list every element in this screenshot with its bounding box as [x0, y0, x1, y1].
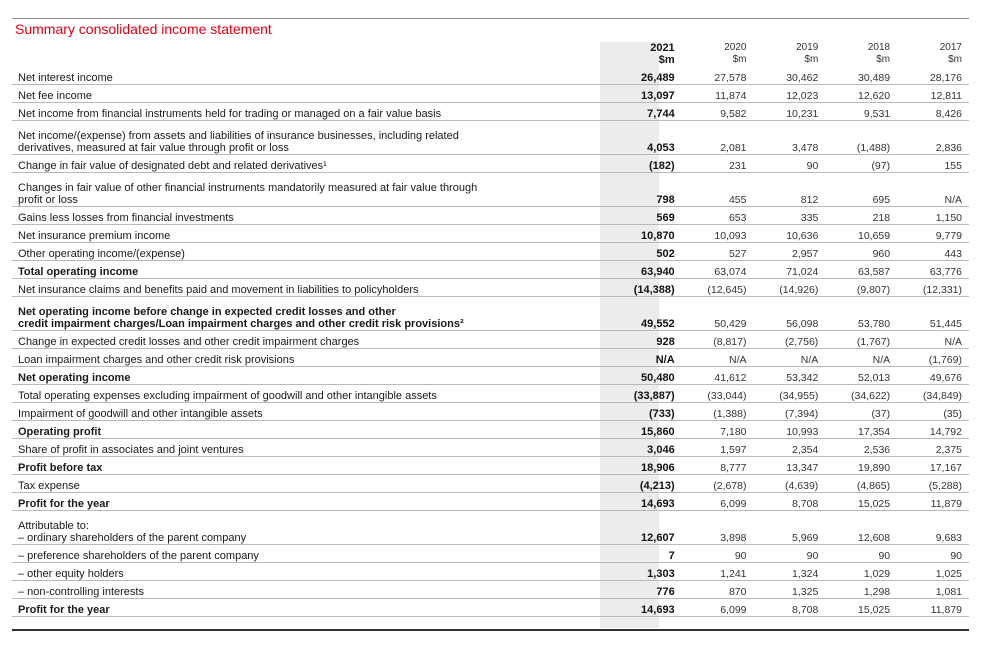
value-cell: (14,388) — [607, 278, 682, 296]
value-cell: 90 — [682, 544, 754, 562]
value-cell: N/A — [682, 348, 754, 366]
value-cell: 63,776 — [897, 260, 969, 278]
value-cell: (12,645) — [682, 278, 754, 296]
value-cell: 1,081 — [897, 580, 969, 598]
value-cell: (4,865) — [825, 474, 897, 492]
table-row — [12, 492, 969, 510]
value-cell: 928 — [607, 330, 682, 348]
table-row — [12, 206, 969, 224]
value-cell: 960 — [825, 242, 897, 260]
value-cell: (34,955) — [754, 384, 826, 402]
value-cell: N/A — [754, 348, 826, 366]
table-row — [12, 544, 969, 562]
value-cell: N/A — [897, 330, 969, 348]
value-cell: (1,388) — [682, 402, 754, 420]
value-cell: (37) — [825, 402, 897, 420]
table-row — [12, 348, 969, 366]
row-label: Net operating income before change in expected credit losses and other credit impairment charges/Loan impairment charges and other credit risk provisions² — [12, 296, 607, 330]
value-cell: 8,426 — [897, 102, 969, 120]
row-label: – other equity holders — [12, 562, 607, 580]
row-label: Other operating income/(expense) — [12, 242, 607, 260]
value-cell: (1,488) — [825, 120, 897, 154]
value-cell: (7,394) — [754, 402, 826, 420]
value-cell: 527 — [682, 242, 754, 260]
value-cell: 18,906 — [607, 456, 682, 474]
value-cell: (35) — [897, 402, 969, 420]
value-cell: 7,744 — [607, 102, 682, 120]
value-cell: 653 — [682, 206, 754, 224]
value-cell: 3,898 — [682, 510, 754, 544]
value-cell: (33,044) — [682, 384, 754, 402]
value-cell: (182) — [607, 154, 682, 172]
row-label: Changes in fair value of other financial instruments mandatorily measured at fair value through profit or loss — [12, 172, 607, 206]
value-cell: 52,013 — [825, 366, 897, 384]
value-cell: 90 — [754, 154, 826, 172]
value-cell: 798 — [607, 172, 682, 206]
value-cell: 10,636 — [754, 224, 826, 242]
table-row — [12, 438, 969, 456]
value-cell: (2,678) — [682, 474, 754, 492]
row-label: – preference shareholders of the parent company — [12, 544, 607, 562]
value-cell: (14,926) — [754, 278, 826, 296]
value-cell: (97) — [825, 154, 897, 172]
row-label: Change in fair value of designated debt and related derivatives¹ — [12, 154, 607, 172]
value-cell: 9,582 — [682, 102, 754, 120]
value-cell: 90 — [825, 544, 897, 562]
value-cell: 30,462 — [754, 66, 826, 84]
table-row — [12, 330, 969, 348]
table-row — [12, 296, 969, 330]
value-cell: 1,597 — [682, 438, 754, 456]
row-label: Total operating expenses excluding impairment of goodwill and other intangible assets — [12, 384, 607, 402]
value-cell: 2,354 — [754, 438, 826, 456]
table-row — [12, 580, 969, 598]
row-label: Gains less losses from financial investments — [12, 206, 607, 224]
value-cell: (5,288) — [897, 474, 969, 492]
value-cell: 56,098 — [754, 296, 826, 330]
table-row — [12, 510, 969, 544]
value-cell: 49,552 — [607, 296, 682, 330]
value-cell: 155 — [897, 154, 969, 172]
value-cell: 1,025 — [897, 562, 969, 580]
value-cell: 27,578 — [682, 66, 754, 84]
value-cell: 5,969 — [754, 510, 826, 544]
value-cell: 10,659 — [825, 224, 897, 242]
value-cell: 90 — [897, 544, 969, 562]
value-cell: 9,683 — [897, 510, 969, 544]
table-row — [12, 402, 969, 420]
value-cell: 1,324 — [754, 562, 826, 580]
value-cell: 9,779 — [897, 224, 969, 242]
value-cell: 502 — [607, 242, 682, 260]
value-cell: 10,993 — [754, 420, 826, 438]
year-header: 2019 $m — [796, 42, 819, 65]
value-cell: 12,607 — [607, 510, 682, 544]
value-cell: (12,331) — [897, 278, 969, 296]
title-rule — [12, 18, 969, 19]
value-cell: (8,817) — [682, 330, 754, 348]
value-cell: (4,639) — [754, 474, 826, 492]
row-label: – non-controlling interests — [12, 580, 607, 598]
row-label: Net operating income — [12, 366, 607, 384]
header-label-cell — [12, 42, 607, 66]
value-cell: 15,025 — [825, 492, 897, 510]
value-cell: 19,890 — [825, 456, 897, 474]
value-cell: 49,676 — [897, 366, 969, 384]
value-cell: 17,354 — [825, 420, 897, 438]
year-header: 2018 $m — [867, 42, 891, 65]
value-cell: 3,478 — [754, 120, 826, 154]
value-cell: 569 — [607, 206, 682, 224]
table-row — [12, 102, 969, 120]
value-cell: 335 — [754, 206, 826, 224]
row-label: Profit for the year — [12, 598, 607, 616]
row-label: Net income from financial instruments held for trading or managed on a fair value basis — [12, 102, 607, 120]
value-cell: 12,620 — [825, 84, 897, 102]
table-row — [12, 562, 969, 580]
page-title: Summary consolidated income statement — [15, 21, 272, 37]
row-label: Net fee income — [12, 84, 607, 102]
table-row — [12, 260, 969, 278]
value-cell: 231 — [682, 154, 754, 172]
value-cell: (34,849) — [897, 384, 969, 402]
value-cell: 4,053 — [607, 120, 682, 154]
table-row — [12, 172, 969, 206]
value-cell: 13,097 — [607, 84, 682, 102]
table-row — [12, 154, 969, 172]
table-row — [12, 456, 969, 474]
value-cell: 1,325 — [754, 580, 826, 598]
value-cell: 8,708 — [754, 598, 826, 616]
value-cell: 11,874 — [682, 84, 754, 102]
row-label: Attributable to: – ordinary shareholders of the parent company — [12, 510, 607, 544]
value-cell: 2,836 — [897, 120, 969, 154]
value-cell: 870 — [682, 580, 754, 598]
value-cell: 15,860 — [607, 420, 682, 438]
value-cell: (9,807) — [825, 278, 897, 296]
value-cell: 8,708 — [754, 492, 826, 510]
value-cell: 12,023 — [754, 84, 826, 102]
row-label: Total operating income — [12, 260, 607, 278]
year-header: 2017 $m — [939, 42, 962, 65]
value-cell: 30,489 — [825, 66, 897, 84]
table-row — [12, 66, 969, 84]
value-cell: (4,213) — [607, 474, 682, 492]
value-cell: 6,099 — [682, 492, 754, 510]
value-cell: 8,777 — [682, 456, 754, 474]
value-cell: 12,811 — [897, 84, 969, 102]
row-label: Loan impairment charges and other credit risk provisions — [12, 348, 607, 366]
value-cell: 1,150 — [897, 206, 969, 224]
value-cell: 63,074 — [682, 260, 754, 278]
row-label: Net insurance claims and benefits paid and movement in liabilities to policyholders — [12, 278, 607, 296]
value-cell: 12,608 — [825, 510, 897, 544]
value-cell: 50,480 — [607, 366, 682, 384]
row-label: Share of profit in associates and joint ventures — [12, 438, 607, 456]
value-cell: 2,957 — [754, 242, 826, 260]
value-cell: 1,303 — [607, 562, 682, 580]
value-cell: (33,887) — [607, 384, 682, 402]
value-cell: 11,879 — [897, 492, 969, 510]
table-row — [12, 120, 969, 154]
value-cell: 695 — [825, 172, 897, 206]
value-cell: 2,536 — [825, 438, 897, 456]
value-cell: 17,167 — [897, 456, 969, 474]
row-label: Net insurance premium income — [12, 224, 607, 242]
value-cell: 1,298 — [825, 580, 897, 598]
value-cell: (1,767) — [825, 330, 897, 348]
row-label: Tax expense — [12, 474, 607, 492]
value-cell: 50,429 — [682, 296, 754, 330]
table-row — [12, 224, 969, 242]
value-cell: 2,375 — [897, 438, 969, 456]
value-cell: 28,176 — [897, 66, 969, 84]
value-cell: 15,025 — [825, 598, 897, 616]
table-row — [12, 598, 969, 616]
row-label: Profit for the year — [12, 492, 607, 510]
value-cell: 51,445 — [897, 296, 969, 330]
bottom-rule — [12, 629, 969, 631]
table-row — [12, 474, 969, 492]
value-cell: 218 — [825, 206, 897, 224]
value-cell: 14,693 — [607, 598, 682, 616]
value-cell: (733) — [607, 402, 682, 420]
value-cell: 10,870 — [607, 224, 682, 242]
table-row — [12, 84, 969, 102]
table-row — [12, 278, 969, 296]
value-cell: N/A — [897, 172, 969, 206]
value-cell: 776 — [607, 580, 682, 598]
value-cell: (34,622) — [825, 384, 897, 402]
value-cell: (2,756) — [754, 330, 826, 348]
value-cell: 3,046 — [607, 438, 682, 456]
value-cell: 11,879 — [897, 598, 969, 616]
value-cell: 71,024 — [754, 260, 826, 278]
row-label: Operating profit — [12, 420, 607, 438]
table-row — [12, 366, 969, 384]
value-cell: N/A — [825, 348, 897, 366]
value-cell: 90 — [754, 544, 826, 562]
value-cell: 63,587 — [825, 260, 897, 278]
value-cell: 2,081 — [682, 120, 754, 154]
value-cell: 6,099 — [682, 598, 754, 616]
value-cell: (1,769) — [897, 348, 969, 366]
row-label: Impairment of goodwill and other intangible assets — [12, 402, 607, 420]
year-header: 2020 $m — [724, 42, 747, 65]
value-cell: 1,241 — [682, 562, 754, 580]
value-cell: 63,940 — [607, 260, 682, 278]
table-row — [12, 420, 969, 438]
value-cell: 7,180 — [682, 420, 754, 438]
value-cell: 14,792 — [897, 420, 969, 438]
value-cell: 1,029 — [825, 562, 897, 580]
value-cell: 455 — [682, 172, 754, 206]
header-row — [12, 42, 969, 66]
year-header: 2021 $m — [650, 42, 675, 66]
value-cell: 443 — [897, 242, 969, 260]
value-cell: 7 — [607, 544, 682, 562]
value-cell: 10,231 — [754, 102, 826, 120]
row-label: Change in expected credit losses and other credit impairment charges — [12, 330, 607, 348]
value-cell: 53,342 — [754, 366, 826, 384]
row-label: Net interest income — [12, 66, 607, 84]
value-cell: 26,489 — [607, 66, 682, 84]
value-cell: 53,780 — [825, 296, 897, 330]
value-cell: 9,531 — [825, 102, 897, 120]
value-cell: 10,093 — [682, 224, 754, 242]
table-row — [12, 384, 969, 402]
value-cell: 41,612 — [682, 366, 754, 384]
table-row — [12, 242, 969, 260]
income-statement-table — [12, 42, 969, 617]
value-cell: N/A — [607, 348, 682, 366]
value-cell: 812 — [754, 172, 826, 206]
row-label: Net income/(expense) from assets and liabilities of insurance businesses, including related derivatives, measured at fair value through profit or loss — [12, 120, 607, 154]
value-cell: 14,693 — [607, 492, 682, 510]
value-cell: 13,347 — [754, 456, 826, 474]
row-label: Profit before tax — [12, 456, 607, 474]
